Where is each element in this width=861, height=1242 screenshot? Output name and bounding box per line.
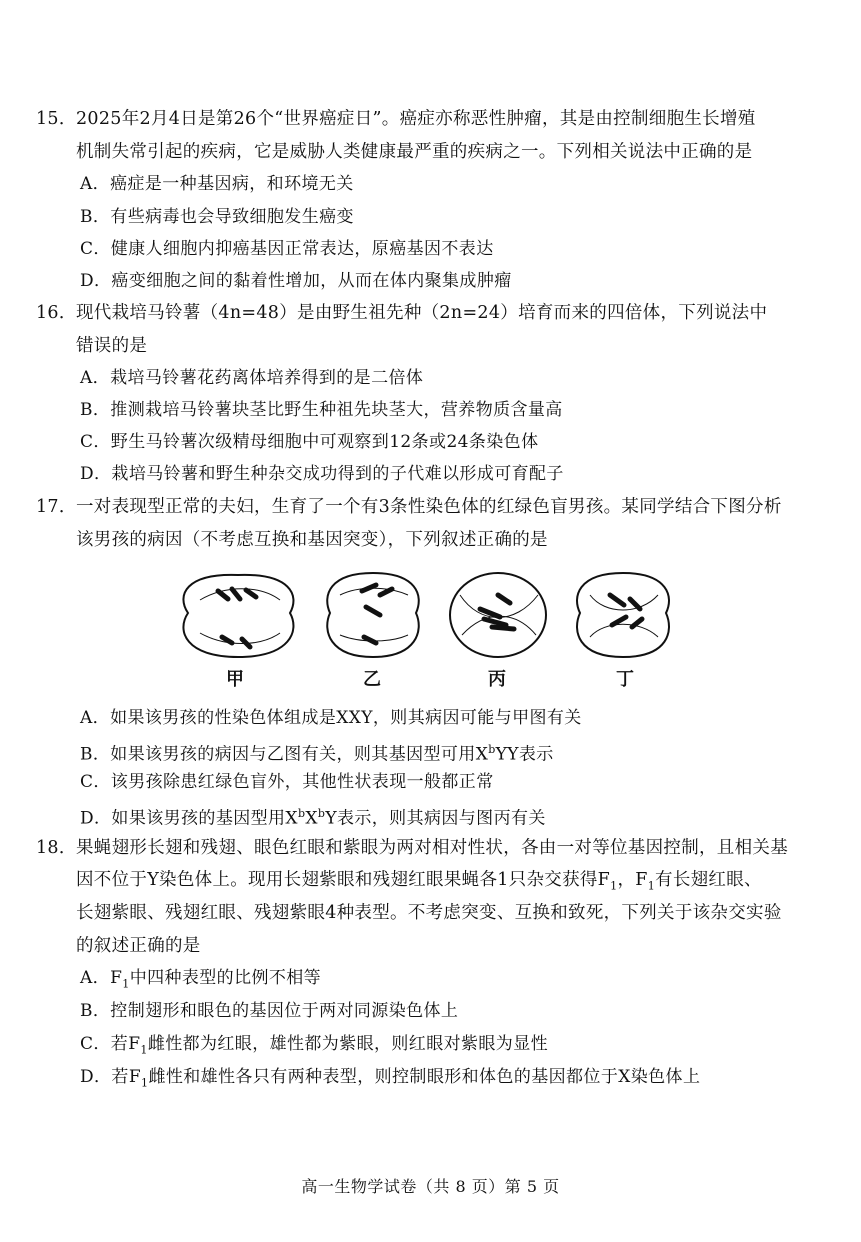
q15-option-b: B．有些病毒也会导致细胞发生癌变 (80, 207, 354, 227)
cell-jia-outline (183, 575, 293, 657)
q17-stem-line2: 该男孩的病因（不考虑互换和基因突变），下列叙述正确的是 (76, 530, 548, 550)
q17-option-d-sup2: b (317, 807, 326, 820)
q15-option-a: A．癌症是一种基因病，和环境无关 (80, 174, 354, 194)
q17-stem-text1: 一对表现型正常的夫妇，生育了一个有3条性染色体的红绿色盲男孩。某同学结合下图分析 (76, 497, 782, 517)
q18-option-c-text1: C．若F (80, 1034, 141, 1054)
q18-option-d-text2: 雌性和雄性各只有两种表型，则控制眼形和体色的基因都位于X染色体上 (148, 1067, 701, 1087)
q15-stem-line2: 机制失常引起的疾病，它是威胁人类健康最严重的疾病之一。下列相关说法中正确的是 (76, 142, 753, 162)
q18-stem-line2 (76, 869, 762, 898)
q18-stem-text1: 果蝇翅形长翅和残翅、眼色红眼和紫眼为两对相对性状，各由一对等位基因控制，且相关基 (76, 838, 788, 858)
q16-stem-text1: 现代栽培马铃薯（4n=48）是由野生祖先种（2n=24）培育而来的四倍体，下列说法中 (76, 303, 768, 323)
q17-option-d (80, 803, 546, 830)
q18-number: 18． (36, 838, 77, 858)
q17-option-d-text1: D．如果该男孩的基因型用X (80, 808, 298, 829)
q17-number: 17． (36, 497, 77, 517)
q18-option-a-sub: 1 (122, 977, 130, 991)
q15-option-c: C．健康人细胞内抑癌基因正常表达，原癌基因不表达 (80, 239, 494, 259)
q17-option-b-sup: b (488, 743, 496, 756)
q18-stem-sub2: 1 (647, 879, 656, 893)
label-ding: 丁 (616, 669, 634, 690)
q16-option-b: B．推测栽培马铃薯块茎比野生种祖先块茎大，营养物质含量高 (80, 400, 563, 420)
cell-ding-outline (577, 573, 669, 657)
q17-option-b-text1: B．如果该男孩的病因与乙图有关，则其基因型可用X (80, 744, 489, 765)
q18-stem-line4: 的叙述正确的是 (76, 936, 201, 956)
q18-stem-line1 (36, 837, 788, 859)
q18-stem-sub1: 1 (610, 879, 618, 893)
cell-division-diagram (180, 565, 680, 695)
q16-stem-line2: 错误的是 (76, 336, 148, 356)
q15-stem-line1 (36, 108, 756, 130)
q15-stem-text1: 2025年2月4日是第26个“世界癌症日”。癌症亦称恶性肿瘤，其是由控制细胞生长增殖 (76, 109, 756, 129)
q17-option-b (80, 739, 554, 766)
q18-option-a (80, 967, 321, 995)
q16-number: 16． (36, 303, 77, 323)
q18-option-c-text2: 雌性都为红眼，雄性都为紫眼，则红眼对紫眼为显性 (147, 1034, 549, 1054)
q16-option-a: A．栽培马铃薯花药离体培养得到的是二倍体 (80, 368, 424, 388)
q18-option-c-sub: 1 (140, 1043, 148, 1057)
label-jia: 甲 (226, 669, 244, 690)
cell-division-figure (180, 565, 680, 665)
q18-option-a-text2: 中四种表型的比例不相等 (129, 968, 322, 988)
q16-stem-line1 (36, 302, 767, 324)
q16-option-d: D．栽培马铃薯和野生种杂交成功得到的子代难以形成可育配子 (80, 464, 564, 484)
q18-stem-text2a: 因不位于Y染色体上。现用长翅紫眼和残翅红眼果蝇各1只杂交获得F (76, 870, 611, 890)
q18-option-c (80, 1033, 548, 1061)
q17-option-a: A．如果该男孩的性染色体组成是XXY，则其病因可能与甲图有关 (80, 708, 582, 728)
q18-stem-line3: 长翅紫眼、残翅红眼、残翅紫眼4种表型。不考虑突变、互换和致死，下列关于该杂交实验 (76, 903, 782, 923)
label-yi: 乙 (363, 669, 381, 690)
q18-option-a-text1: A．F (80, 968, 123, 988)
page-footer: 高一生物学试卷（共 8 页）第 5 页 (301, 1177, 560, 1196)
q17-option-b-text2: YY表示 (495, 744, 554, 765)
q17-stem-line1 (36, 496, 782, 518)
q17-option-d-text2: X (305, 808, 318, 829)
q18-option-d (80, 1066, 700, 1094)
q17-option-c: C．该男孩除患红绿色盲外，其他性状表现一般都正常 (80, 772, 494, 792)
q16-option-c: C．野生马铃薯次级精母细胞中可观察到12条或24条染色体 (80, 432, 539, 452)
q15-number: 15． (36, 109, 77, 129)
q18-option-b: B．控制翅形和眼色的基因位于两对同源染色体上 (80, 1001, 459, 1021)
q15-option-d: D．癌变细胞之间的黏着性增加，从而在体内聚集成肿瘤 (80, 271, 512, 291)
q18-stem-text2c: 有长翅红眼、 (655, 870, 762, 890)
q18-option-d-text1: D．若F (80, 1067, 142, 1087)
q18-stem-text2b: ，F (617, 870, 648, 890)
q17-option-d-sup1: b (297, 807, 306, 820)
label-bing: 丙 (488, 669, 506, 690)
q18-option-d-sub: 1 (141, 1076, 149, 1090)
q17-option-d-text3: Y表示，则其病因与图丙有关 (325, 808, 546, 829)
